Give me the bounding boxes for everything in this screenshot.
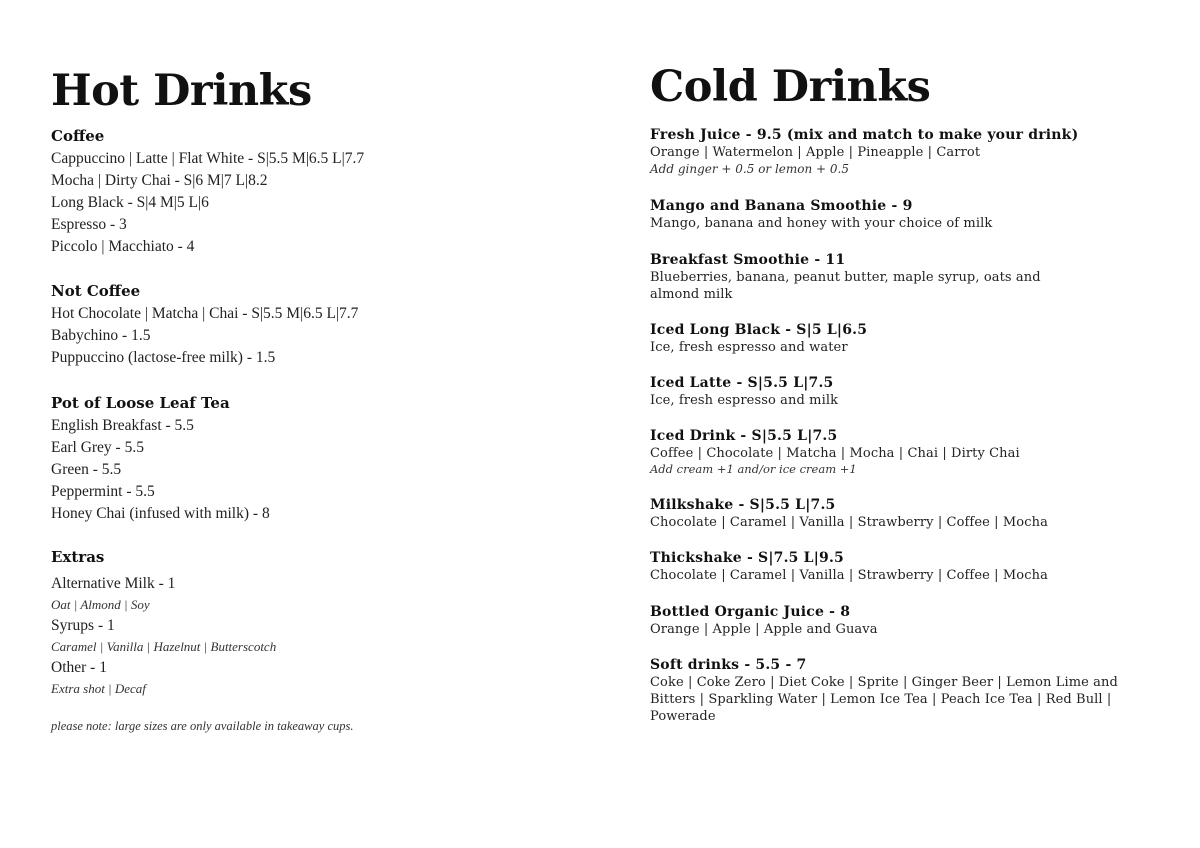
- section-description: Coffee | Chocolate | Matcha | Mocha | Chai | Dirty Chai: [650, 446, 1020, 461]
- iced-drink-section: [650, 427, 1150, 476]
- section-title: Iced Drink - S|5.5 L|7.5: [650, 428, 838, 444]
- menu-item: Piccolo | Macchiato - 4: [51, 238, 195, 255]
- section-description: Ice, fresh espresso and water: [650, 340, 848, 355]
- section-title: Soft drinks - 5.5 - 7: [650, 657, 807, 673]
- coffee-section: [51, 126, 611, 258]
- extras-section: [51, 547, 611, 699]
- not-coffee-section: [51, 281, 611, 369]
- menu-item: Hot Chocolate | Matcha | Chai - S|5.5 M|6.5 L|7.7: [51, 305, 359, 322]
- tea-section: [51, 393, 611, 525]
- footnote: please note: large sizes are only available in takeaway cups.: [51, 719, 354, 733]
- section-title: Coffee: [51, 127, 105, 145]
- hot-drinks-title: Hot Drinks: [51, 66, 312, 116]
- milkshake-section: [650, 496, 1150, 531]
- section-title: Extras: [51, 548, 105, 566]
- item-note: Oat | Almond | Soy: [51, 597, 150, 612]
- menu-item: Puppuccino (lactose-free milk) - 1.5: [51, 349, 276, 366]
- section-title: Bottled Organic Juice - 8: [650, 604, 851, 620]
- section-title: Thickshake - S|7.5 L|9.5: [650, 550, 844, 566]
- section-description: Mango, banana and honey with your choice of milk: [650, 216, 993, 231]
- cold-drinks-title: Cold Drinks: [650, 62, 931, 112]
- section-title: Milkshake - S|5.5 L|7.5: [650, 497, 836, 513]
- bottled-juice-section: [650, 603, 1150, 638]
- menu-item: Alternative Milk - 1: [51, 575, 176, 592]
- section-description: Coke | Coke Zero | Diet Coke | Sprite | Ginger Beer | Lemon Lime and Bitters | Sparkling Water | Lemon Ice Tea | Peach Ice Tea | Red Bull | Powerade: [650, 675, 1118, 724]
- section-title: Mango and Banana Smoothie - 9: [650, 198, 913, 214]
- menu-item: English Breakfast - 5.5: [51, 417, 194, 434]
- iced-long-black-section: [650, 321, 1150, 356]
- menu-item: Syrups - 1: [51, 617, 115, 634]
- section-title: Iced Long Black - S|5 L|6.5: [650, 322, 868, 338]
- item-note: Extra shot | Decaf: [51, 681, 146, 696]
- iced-latte-section: [650, 374, 1150, 409]
- menu-item: Babychino - 1.5: [51, 327, 151, 344]
- menu-item: Espresso - 3: [51, 216, 127, 233]
- section-description: Blueberries, banana, peanut butter, maple syrup, oats and almond milk: [650, 270, 1041, 302]
- section-description: Orange | Apple | Apple and Guava: [650, 622, 878, 637]
- thickshake-section: [650, 549, 1150, 584]
- section-title: Not Coffee: [51, 282, 141, 300]
- section-description: Orange | Watermelon | Apple | Pineapple | Carrot: [650, 145, 981, 160]
- section-note: Add cream +1 and/or ice cream +1: [650, 462, 857, 476]
- menu-item: Mocha | Dirty Chai - S|6 M|7 L|8.2: [51, 172, 268, 189]
- section-title: Iced Latte - S|5.5 L|7.5: [650, 375, 834, 391]
- menu-item: Cappuccino | Latte | Flat White - S|5.5 M|6.5 L|7.7: [51, 150, 365, 167]
- menu-item: Earl Grey - 5.5: [51, 439, 144, 456]
- breakfast-smoothie-section: [650, 251, 1080, 303]
- menu-item: Long Black - S|4 M|5 L|6: [51, 194, 209, 211]
- menu-item: Honey Chai (infused with milk) - 8: [51, 505, 270, 522]
- section-description: Chocolate | Caramel | Vanilla | Strawberry | Coffee | Mocha: [650, 515, 1048, 530]
- item-note: Caramel | Vanilla | Hazelnut | Butterscotch: [51, 639, 277, 654]
- section-title: Pot of Loose Leaf Tea: [51, 394, 230, 412]
- soft-drinks-section: [650, 656, 1135, 725]
- section-description: Ice, fresh espresso and milk: [650, 393, 839, 408]
- menu-item: Other - 1: [51, 659, 107, 676]
- section-title: Breakfast Smoothie - 11: [650, 252, 846, 268]
- mango-smoothie-section: [650, 197, 1150, 232]
- section-note: Add ginger + 0.5 or lemon + 0.5: [650, 162, 850, 176]
- menu-item: Peppermint - 5.5: [51, 483, 155, 500]
- fresh-juice-section: [650, 126, 1150, 178]
- menu-item: Green - 5.5: [51, 461, 122, 478]
- section-description: Chocolate | Caramel | Vanilla | Strawberry | Coffee | Mocha: [650, 568, 1048, 583]
- section-title: Fresh Juice - 9.5 (mix and match to make your drink): [650, 127, 1079, 143]
